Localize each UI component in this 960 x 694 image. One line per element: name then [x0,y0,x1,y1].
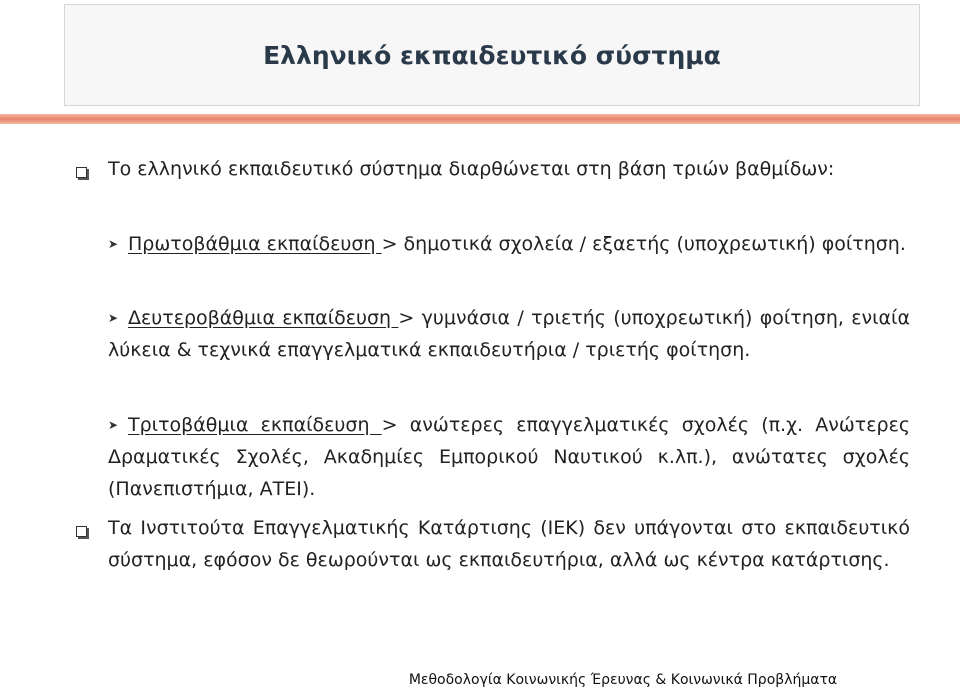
arrow-bullet-icon: ➤ [108,418,119,432]
square-bullet-icon [76,167,87,178]
level-item-primary [108,228,910,260]
level-item-tertiary [108,409,910,505]
level-desc: > γυμνάσια / τριετής (υποχρεωτική) φοίτηση, ενιαία λύκεια & τεχνικά επαγγελματικά εκπαιδευτήρια / τριετής φοίτηση. [108,307,910,361]
title-box [64,4,920,106]
intro-paragraph: Το ελληνικό εκπαιδευτικό σύστημα διαρθώνεται στη βάση τριών βαθμίδων: [108,158,835,180]
note-paragraph: Τα Ινστιτούτα Επαγγελματικής Κατάρτισης (ΙΕΚ) δεν υπάγονται στο εκπαιδευτικό σύστημα, εφόσον δε θεωρούνται ως εκπαιδευτήρια, αλλά ως κέντρα κατάρτισης. [108,517,910,571]
level-desc: > ανώτερες επαγγελματικές σχολές (π.χ. Ανώτερες Δραματικές Σχολές, Ακαδημίες Εμπορικού Ναυτικού κ.λπ.), ανώτατες σχολές (Πανεπιστήμια, ΑΤΕΙ). [108,414,910,500]
arrow-bullet-icon: ➤ [108,311,119,325]
level-desc: > δημοτικά σχολεία / εξαετής (υποχρεωτική) φοίτηση. [381,233,906,255]
level-item-secondary [108,302,910,366]
level-name: Πρωτοβάθμια εκπαίδευση [128,233,382,255]
level-name: Δευτεροβάθμια εκπαίδευση [128,307,399,329]
accent-divider [0,114,960,124]
square-bullet-icon [76,526,87,537]
arrow-bullet-icon: ➤ [108,237,119,251]
slide-title: Ελληνικό εκπαιδευτικό σύστημα [263,40,721,70]
level-name: Τριτοβάθμια εκπαίδευση [128,414,382,436]
footer-text: Μεθοδολογία Κοινωνικής Έρευνας & Κοινωνικά Προβλήματα [408,672,838,688]
footer [0,672,960,688]
